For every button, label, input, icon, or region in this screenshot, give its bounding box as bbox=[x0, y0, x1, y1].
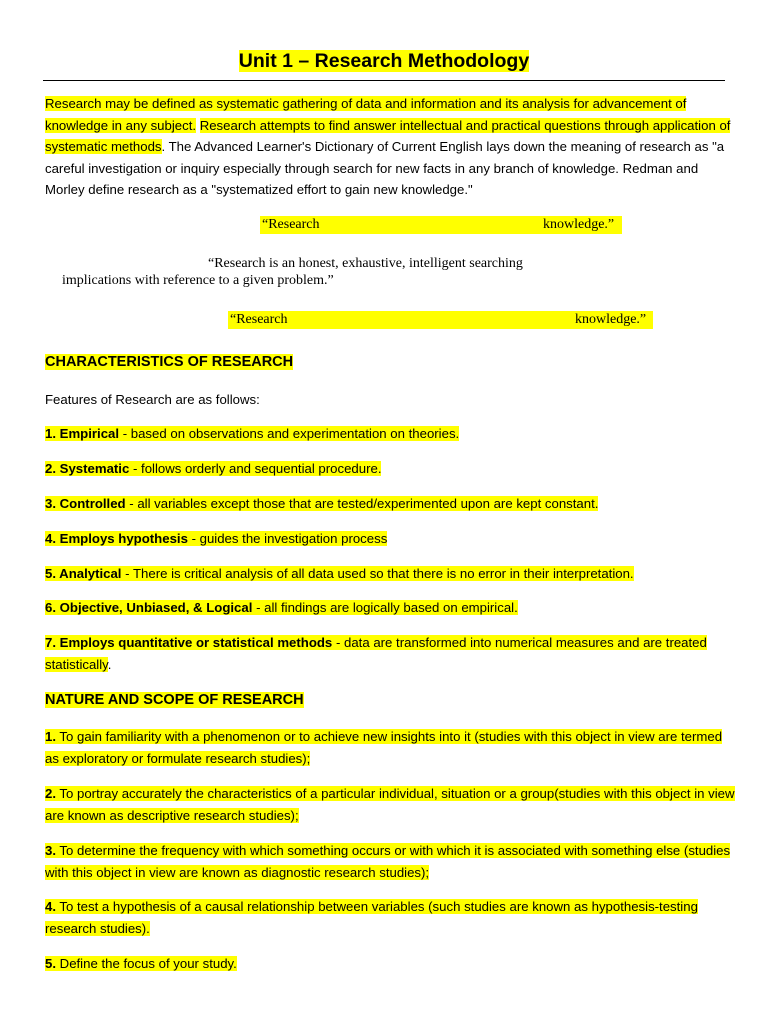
characteristic-label: 7. Employs quantitative or statistical methods bbox=[45, 635, 333, 650]
characteristic-text: - There is critical analysis of all data used so that there is no error in their interpretation. bbox=[121, 566, 634, 581]
nature-item bbox=[45, 840, 735, 883]
characteristic-text: - based on observations and experimentation on theories. bbox=[119, 426, 460, 441]
nature-item-text: To determine the frequency with which something occurs or with which it is associated with something else (studies with this object in view are known as diagnostic research studies); bbox=[45, 843, 731, 880]
characteristic-item bbox=[45, 597, 735, 619]
nature-item-number: 2. bbox=[45, 786, 56, 801]
page-title bbox=[0, 48, 768, 74]
nature-heading bbox=[45, 690, 304, 710]
quote-3-right: knowledge.” bbox=[575, 312, 647, 327]
nature-item-text: To gain familiarity with a phenomenon or to achieve new insights into it (studies with this object in view are termed as exploratory or formulate research studies); bbox=[45, 729, 723, 766]
characteristic-item bbox=[45, 632, 735, 675]
characteristic-label: 3. Controlled bbox=[45, 496, 126, 511]
characteristics-heading-text: CHARACTERISTICS OF RESEARCH bbox=[45, 354, 294, 370]
nature-item-number: 1. bbox=[45, 729, 56, 744]
characteristic-label: 2. Systematic bbox=[45, 461, 130, 476]
quote-1-right: knowledge.” bbox=[543, 217, 615, 232]
characteristic-item bbox=[45, 493, 735, 515]
nature-item bbox=[45, 726, 735, 769]
quote-2-line-2: implications with reference to a given problem.” bbox=[62, 273, 334, 288]
characteristic-item bbox=[45, 458, 735, 480]
nature-item-text: To portray accurately the characteristics of a particular individual, situation or a group(studies with this object in view are known as descriptive research studies); bbox=[45, 786, 735, 823]
intro-highlight-1: Research may be defined as systematic gathering of data and information and its analysis for advancement of knowledge in any subject. bbox=[45, 96, 687, 133]
characteristic-text: - data are transformed into numerical measures and are treated statistically bbox=[45, 635, 707, 672]
intro-highlight-2: Research attempts to find answer intellectual and practical questions through application of systematic methods bbox=[45, 117, 731, 154]
nature-item-number: 3. bbox=[45, 843, 56, 858]
characteristic-label: 1. Empirical bbox=[45, 426, 120, 441]
page-title-text: Unit 1 – Research Methodology bbox=[238, 50, 530, 72]
quote-1-left: “Research bbox=[262, 217, 320, 232]
characteristics-heading bbox=[45, 352, 293, 372]
characteristic-label: 6. Objective, Unbiased, & Logical bbox=[45, 600, 253, 615]
nature-item-number: 4. bbox=[45, 899, 56, 914]
nature-item bbox=[45, 783, 735, 826]
characteristic-label: 5. Analytical bbox=[45, 566, 122, 581]
characteristic-text: - guides the investigation process bbox=[187, 531, 388, 546]
characteristic-item bbox=[45, 528, 735, 550]
nature-heading-text: NATURE AND SCOPE OF RESEARCH bbox=[45, 692, 304, 708]
nature-item-text: Define the focus of your study. bbox=[56, 956, 237, 971]
intro-paragraph bbox=[45, 93, 735, 201]
characteristic-text: - follows orderly and sequential procedure. bbox=[129, 461, 382, 476]
characteristic-text: - all findings are logically based on empirical. bbox=[252, 600, 518, 615]
characteristic-item bbox=[45, 423, 735, 445]
nature-item-number: 5. bbox=[45, 956, 56, 971]
characteristic-text: - all variables except those that are tested/experimented upon are kept constant. bbox=[125, 496, 599, 511]
characteristics-intro: Features of Research are as follows: bbox=[45, 392, 260, 407]
intro-rest: . The Advanced Learner's Dictionary of Current English lays down the meaning of research as "a careful investigation or inquiry especially through search for new facts in any branch of knowledge. Redman and Morley define research as a "systematized effort to gain new knowledge." bbox=[45, 139, 725, 197]
nature-item bbox=[45, 896, 735, 939]
quote-3-left: “Research bbox=[230, 312, 288, 327]
characteristic-item bbox=[45, 563, 735, 585]
quote-2-line-1: “Research is an honest, exhaustive, intelligent searching bbox=[208, 256, 523, 271]
nature-item-text: To test a hypothesis of a causal relationship between variables (such studies are known as hypothesis-testing research studies). bbox=[45, 899, 698, 936]
title-divider bbox=[43, 80, 725, 81]
characteristic-label: 4. Employs hypothesis bbox=[45, 531, 188, 546]
characteristic-tail: . bbox=[107, 656, 112, 672]
nature-item bbox=[45, 953, 735, 975]
